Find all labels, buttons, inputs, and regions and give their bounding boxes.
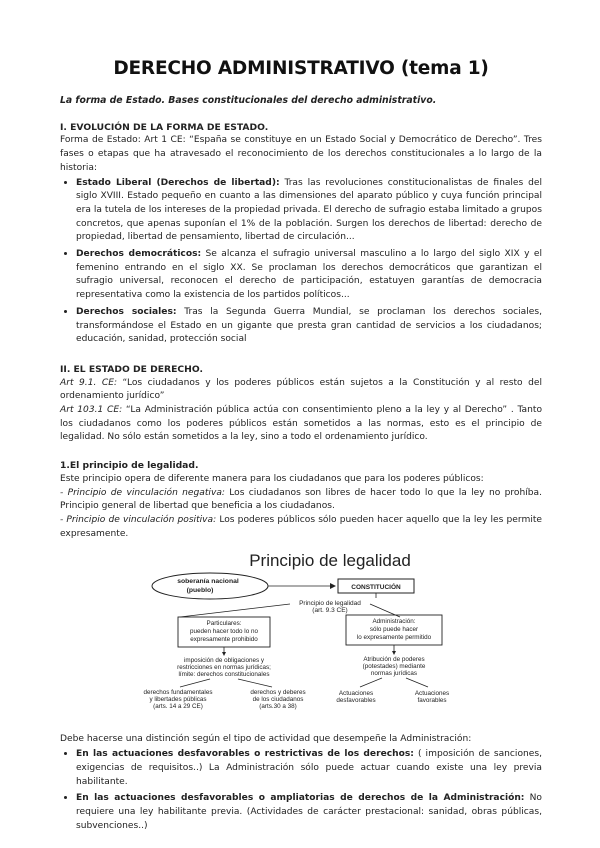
deberes-text-2: de los ciudadanos bbox=[252, 696, 304, 704]
soberania-label: soberanía nacional bbox=[177, 578, 239, 586]
list-item bbox=[76, 305, 542, 347]
legalidad-intro: Este principio opera de diferente manera para los ciudadanos que para los poderes públicos: bbox=[60, 473, 484, 484]
rights-list bbox=[60, 176, 542, 347]
list-item-text: Tras la Segunda Guerra Mundial, se proclaman los derechos sociales, transformándose el Estado en un gigante que presta gran cantidad de servicios a los ciudadanos; educación, sanidad, protección social bbox=[76, 306, 542, 345]
soberania-ellipse bbox=[152, 573, 268, 599]
principle-ref: - Principio de vinculación negativa: bbox=[60, 487, 225, 498]
fundamentales-text-3: (arts. 14 a 29 CE) bbox=[153, 703, 203, 711]
particulares-label: Particulares: bbox=[206, 620, 242, 628]
principle-text: Los poderes públicos sólo pueden hacer aquello que la ley les permite expresamente. bbox=[60, 514, 543, 539]
diagram-title: Principio de legalidad bbox=[249, 551, 411, 571]
soberania-label-2: (pueblo) bbox=[186, 587, 214, 595]
list-item-label: Derechos democráticos: bbox=[76, 249, 202, 260]
particulares-text-2: expresamente prohibido bbox=[190, 636, 258, 644]
principio-art: (art. 9.3 CE) bbox=[312, 607, 348, 615]
favorables-text: Actuaciones bbox=[414, 690, 450, 698]
particulares-text: pueden hacer todo lo no bbox=[190, 628, 258, 636]
document-page bbox=[60, 58, 542, 835]
list-item-text: Se alcanza el sufragio universal masculino a lo largo del siglo XIX y el femenino entrando en el siglo XX. Se proclaman los derechos democráticos que garantizan el sufragio universal, reconocen el derecho de participación, estatuyen garantías de democracia representativa como la existencia de los partidos políticos... bbox=[76, 249, 542, 301]
fundamentales-text-2: y libertades públicas bbox=[149, 696, 207, 704]
art-103-1-paragraph bbox=[60, 404, 542, 445]
list-item bbox=[76, 747, 542, 789]
list-item-label: Derechos sociales: bbox=[76, 306, 177, 317]
list-item-text: ( imposición de sanciones, exigencias de requisitos..) La Administración sólo puede actuar cuando existe una ley previa habilitante. bbox=[76, 749, 542, 787]
principio-label: Principio de legalidad bbox=[299, 600, 361, 608]
administracion-label: Administración: bbox=[372, 618, 416, 626]
administracion-text: sólo puede hacer bbox=[369, 626, 419, 634]
imposicion-text: imposición de obligaciones y bbox=[183, 657, 265, 665]
atribucion-text-3: normas jurídicas bbox=[370, 670, 418, 678]
art-9-1-paragraph bbox=[60, 377, 542, 404]
favorables-text-2: favorables bbox=[417, 697, 447, 705]
article-ref: Art 9.1. CE: bbox=[60, 377, 118, 388]
article-ref: Art 103.1 CE: bbox=[60, 405, 123, 416]
list-item-text: Tras las revoluciones constitucionalistas de finales del siglo XVIII. Estado pequeño en cuanto a las dimensiones del aparato público y cuya función principal era la tutela de los intereses de la propiedad privada. El derecho de sufragio estaba limitado a grupos concretos, que apenas suponían el 1% de la población. Surgen los derechos de libertad: derecho de propiedad, libertad de pensamiento, libertad de circulación... bbox=[76, 177, 543, 243]
list-item-label: En las actuaciones desfavorables o restrictivas de los derechos: bbox=[76, 749, 414, 760]
list-item-label: En las actuaciones desfavorables o ampliatorias de derechos de la Administración: bbox=[76, 793, 525, 804]
principle-text: Los ciudadanos son libres de hacer todo lo que la ley no prohíba. Principio general de libertad que beneficia a los ciudadanos. bbox=[60, 487, 542, 512]
section4-intro: Debe hacerse una distinción según el tipo de actividad que desempeñe la Administración: bbox=[60, 734, 472, 745]
fundamentales-text: derechos fundamentales bbox=[143, 689, 213, 697]
article-text: “La Administración pública actúa con consentimiento pleno a la ley y al Derecho” . Tanto los ciudadanos como los poderes públicos están sometidos a las normas, esto es el principio de legalidad. No sólo están sometidos a la ley, sino a todo el ordenamiento jurídico. bbox=[60, 405, 543, 443]
section1-intro: Forma de Estado: Art 1 CE: “España se constituye en un Estado Social y Democrático de Derecho”. Tres fases o etapas que ha atravesado el reconocimiento de los derechos constitucionales a lo largo de la historia: bbox=[60, 135, 542, 173]
section-heading-estado-derecho: II. EL ESTADO DE DERECHO. bbox=[60, 363, 203, 375]
imposicion-text-2: restricciones en normas jurídicas; bbox=[177, 664, 271, 672]
deberes-text-3: (arts.30 a 38) bbox=[259, 703, 297, 711]
desfavorables-text-2: desfavorables bbox=[336, 697, 376, 705]
deberes-text: derechos y deberes bbox=[250, 689, 306, 697]
atribucion-text: Atribución de poderes bbox=[363, 656, 425, 664]
list-item bbox=[76, 176, 542, 246]
actuaciones-list bbox=[60, 747, 542, 833]
list-item-label: Estado Liberal (Derechos de libertad): bbox=[76, 177, 280, 188]
list-item-text: No requiere una ley habilitante previa. (Actividades de carácter prestacional: sanidad, obras públicas, subvenciones..) bbox=[76, 793, 542, 831]
vinculacion-negativa bbox=[60, 487, 542, 514]
constitucion-label: CONSTITUCIÓN bbox=[351, 584, 401, 592]
section-heading-evolucion: I. EVOLUCIÓN DE LA FORMA DE ESTADO. bbox=[60, 121, 269, 133]
atribucion-text-2: (potestades) mediante bbox=[362, 663, 426, 671]
administracion-text-2: lo expresamente permitido bbox=[356, 634, 432, 642]
principle-ref: - Principio de vinculación positiva: bbox=[60, 514, 217, 525]
desfavorables-text: Actuaciones bbox=[338, 690, 374, 698]
legalidad-diagram bbox=[60, 549, 542, 717]
document-subtitle: La forma de Estado. Bases constitucionales del derecho administrativo. bbox=[60, 95, 437, 106]
list-item bbox=[76, 247, 542, 303]
article-text: “Los ciudadanos y los poderes públicos están sujetos a la Constitución y al resto del ordenamiento jurídico” bbox=[60, 377, 542, 402]
document-title: DERECHO ADMINISTRATIVO (tema 1) bbox=[113, 58, 489, 79]
imposicion-text-3: límite: derechos constitucionales bbox=[178, 671, 270, 679]
section-heading-legalidad: 1.El principio de legalidad. bbox=[60, 460, 199, 472]
vinculacion-positiva bbox=[60, 514, 542, 541]
list-item bbox=[76, 791, 542, 833]
